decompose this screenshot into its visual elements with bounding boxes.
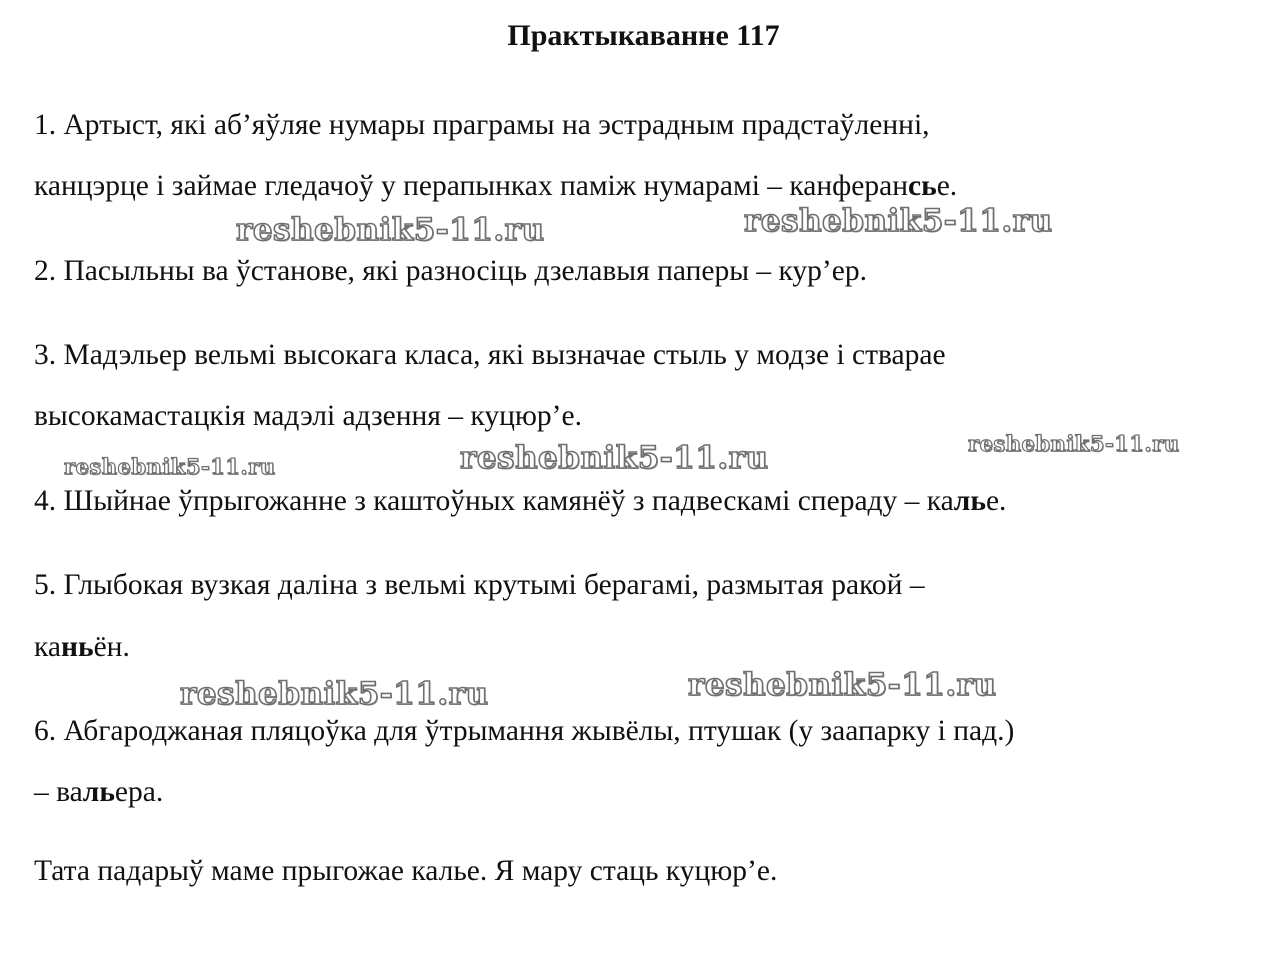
item-5-line-2: [34, 627, 130, 667]
item-2-line-1: 2. Пасыльны ва ўстанове, які разносіць дзелавыя паперы – кур’ер.: [34, 255, 867, 287]
watermark: reshebnik5-11.ru: [744, 203, 1053, 239]
item-6-line-1: 6. Абгароджаная пляцоўка для ўтрымання жывёлы, птушак (у заапарку і пад.): [34, 715, 1015, 747]
watermark: reshebnik5-11.ru: [64, 454, 276, 479]
item-5-highlight: нь: [60, 631, 94, 663]
watermark: reshebnik5-11.ru: [180, 676, 489, 712]
item-1-line-2: [34, 166, 957, 206]
item-6-ending: ера.: [114, 776, 164, 808]
watermark: reshebnik5-11.ru: [688, 667, 997, 703]
item-6-text: – ва: [34, 776, 83, 808]
item-5-line-1: 5. Глыбокая вузкая даліна з вельмі крутымі берагамі, размытая ракой –: [34, 569, 925, 601]
watermark: reshebnik5-11.ru: [236, 212, 545, 248]
item-5-ending: ён.: [93, 631, 130, 663]
item-1-ending: е.: [936, 170, 958, 202]
item-3-line-1: 3. Мадэльер вельмі высокага класа, які вызначае стыль у модзе і стварае: [34, 339, 946, 371]
watermark: reshebnik5-11.ru: [968, 431, 1180, 456]
item-1-highlight: сь: [908, 170, 937, 202]
item-4-ending: е.: [985, 485, 1007, 517]
item-1-line-1: 1. Артыст, які аб’яўляе нумары праграмы на эстрадным прадстаўленні,: [34, 109, 930, 141]
item-4-text: 4. Шыйнае ўпрыгожанне з каштоўных камянёў з падвескамі спераду – ка: [34, 485, 954, 517]
watermark: reshebnik5-11.ru: [460, 440, 769, 476]
item-5-text: ка: [34, 631, 61, 663]
item-4-highlight: ль: [953, 485, 986, 517]
item-6-line-2: [34, 772, 163, 812]
item-3-line-2: высокамастацкія мадэлі адзення – куцюр’е.: [34, 400, 582, 432]
page-title: Практыкаванне 117: [507, 19, 780, 52]
example-sentences: Тата падарыў маме прыгожае кальe. Я мару стаць куцюр’е.: [34, 855, 778, 887]
item-6-highlight: ль: [82, 776, 115, 808]
item-1-text: канцэрце і займае гледачоў у перапынках паміж нумарамі – канферан: [34, 170, 908, 202]
item-4-line-1: [34, 481, 1006, 521]
